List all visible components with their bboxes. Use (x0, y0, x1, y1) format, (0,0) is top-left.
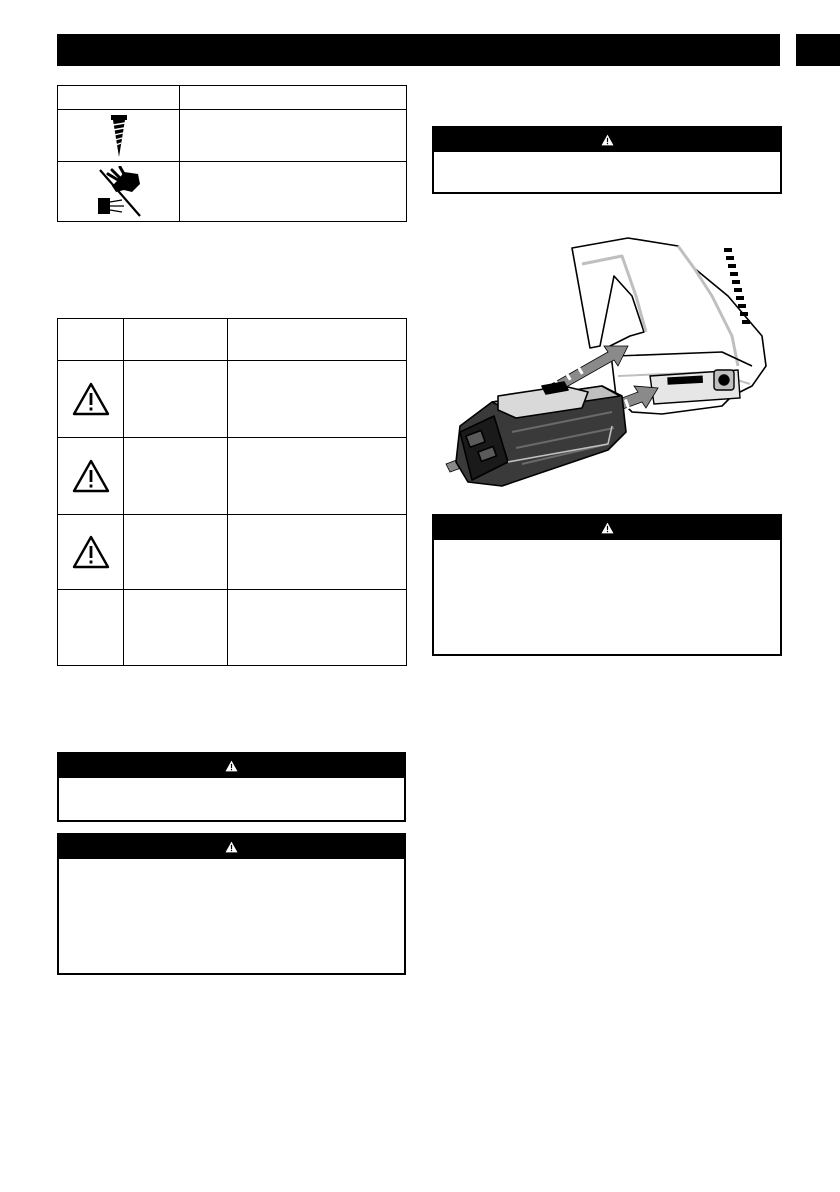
safety-header-meaning (228, 319, 407, 361)
safety-row-4-signal (124, 590, 228, 666)
symbols-table-header-row (58, 86, 407, 110)
warning-header (434, 128, 780, 152)
safety-row-1-signal (124, 361, 228, 438)
safety-row-3-signal (124, 515, 228, 590)
safety-row-2-meaning (228, 438, 407, 515)
tool-foot (650, 370, 740, 404)
safety-symbols-table (57, 318, 407, 666)
warning-box (57, 833, 406, 975)
table-row (58, 515, 407, 590)
screw-icon (109, 115, 129, 157)
safety-row-1-meaning (228, 361, 407, 438)
safety-header-symbol (58, 319, 124, 361)
warning-header (59, 754, 404, 778)
table-row (58, 361, 407, 438)
warning-box (432, 514, 782, 656)
symbols-row-1-text (180, 110, 407, 162)
safety-row-2-signal (124, 438, 228, 515)
battery-pack (456, 382, 626, 486)
warning-box (432, 126, 782, 194)
warning-triangle-icon (601, 134, 614, 146)
warning-triangle-icon (72, 535, 110, 569)
warning-triangle-icon (225, 760, 238, 772)
battery-insertion-illustration (432, 236, 782, 498)
warning-triangle-icon (72, 382, 110, 416)
header-bar (57, 34, 780, 66)
safety-row-3-meaning (228, 515, 407, 590)
warning-header (434, 516, 780, 540)
table-row (58, 590, 407, 666)
warning-triangle-icon (72, 459, 110, 493)
table-row (58, 110, 407, 162)
safety-row-4-symbol (58, 590, 124, 666)
language-tab (796, 34, 840, 66)
safety-row-4-meaning (228, 590, 407, 666)
symbols-table (57, 85, 407, 222)
symbols-row-2-text (180, 162, 407, 222)
warning-triangle-icon (225, 841, 238, 853)
symbols-header-symbol (58, 86, 180, 110)
warning-header (59, 835, 404, 859)
symbols-header-meaning (180, 86, 407, 110)
warning-triangle-icon (601, 522, 614, 534)
table-row (58, 438, 407, 515)
safety-table-header-row (58, 319, 407, 361)
safety-header-signal (124, 319, 228, 361)
warning-box (57, 752, 406, 822)
no-hands-icon (94, 166, 144, 218)
table-row (58, 162, 407, 222)
